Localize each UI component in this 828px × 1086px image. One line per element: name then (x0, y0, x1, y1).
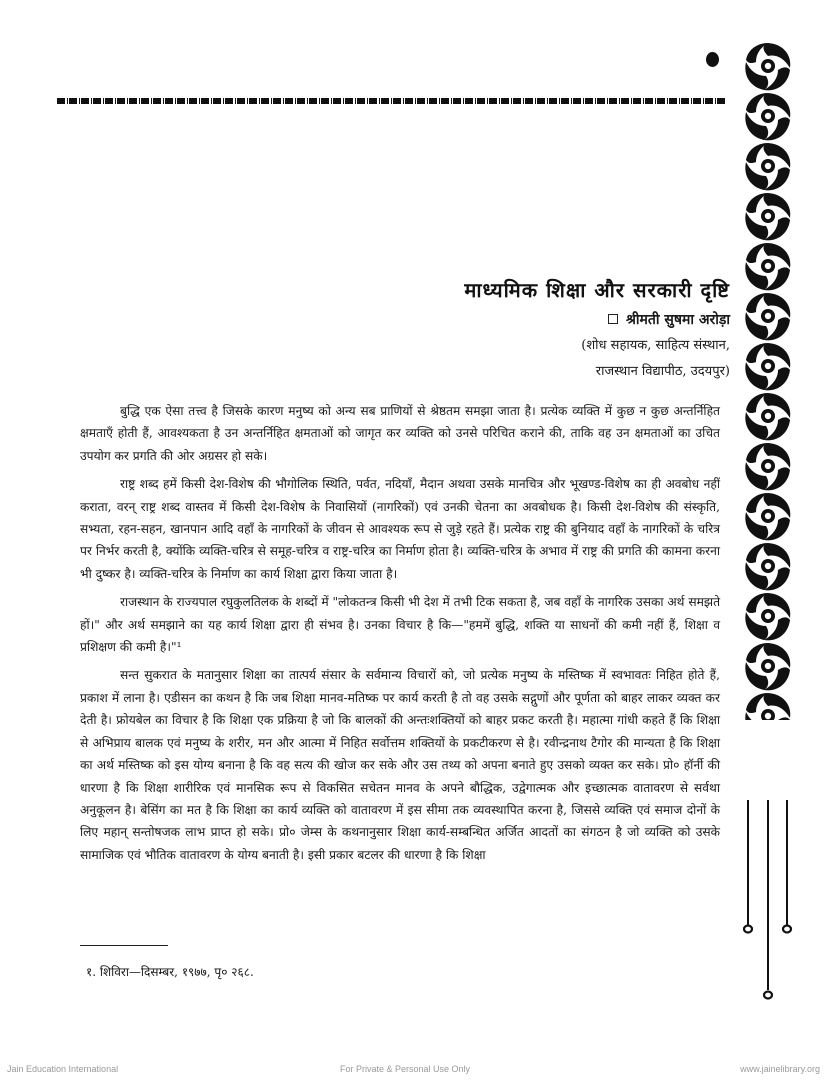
decorative-dot (706, 52, 719, 67)
decorative-border-ornament (738, 40, 798, 720)
footer-publisher: Jain Education International (7, 1064, 119, 1074)
footnote: १. शिविरा—दिसम्बर, १९७७, पृ० २६८. (86, 965, 254, 979)
author-line (330, 307, 730, 333)
author-affiliation-line-1: (शोध सहायक, साहित्य संस्थान, (581, 338, 730, 353)
article-title: माध्यमिक शिक्षा और सरकारी दृष्टि (464, 278, 730, 302)
paragraph: बुद्धि एक ऐसा तत्त्व है जिसके कारण मनुष्य को अन्य सब प्राणियों से श्रेष्ठतम समझा जाता है। प्रत्येक व्यक्ति में कुछ न कुछ अन्तर्निहित क्षमताएँ होती हैं, आवश्यकता है उन अन्तर्निहित क्षमताओं को जागृत कर व्यक्ति को उनसे परिचित कराने की, ताकि वह उन क्षमताओं का उचित उपयोग कर प्रगति की ओर अग्रसर हो सके। (80, 404, 720, 463)
page-footer (0, 1060, 828, 1080)
paragraph: राष्ट्र शब्द हमें किसी देश-विशेष की भौगोलिक स्थिति, पर्वत, नदियाँ, मैदान अथवा उसके मानचित्र और भूखण्ड-विशेष का ही अवबोध नहीं कराता, वरन् राष्ट्र शब्द वास्तव में किसी देश-विशेष के निवासियों (नागरिकों) एवं उनकी चेतना का अवबोधक है। किसी देश-विशेष की संस्कृति, सभ्यता, रहन-सहन, खानपान आदि वहाँ के नागरिकों के जीवन से आवश्यक रूप से जुड़े रहते हैं। प्रत्येक राष्ट्र की बुनियाद वहाँ के नागरिकों के चरित्र पर निर्भर करती है, क्योंकि व्यक्ति-चरित्र से समूह-चरित्र व राष्ट्र-चरित्र का निर्माण होता है। व्यक्ति-चरित्र के अभाव में राष्ट्र की प्रगति की कामना करना भी दुष्कर है। व्यक्ति-चरित्र के निर्माण का कार्य शिक्षा द्वारा किया जाता है। (80, 477, 720, 581)
article-header (330, 275, 730, 385)
article-body (80, 400, 720, 872)
footer-website-link[interactable]: www.jainelibrary.org (740, 1064, 820, 1074)
paragraph: सन्त सुकरात के मतानुसार शिक्षा का तात्पर्य संसार के सर्वमान्य विचारों को, जो प्रत्येक मनुष्य के मस्तिष्क में स्वभावतः निहित होते हैं, प्रकाश में लाना है। एडीसन का कथन है कि जब शिक्षा मानव-मतिष्क पर कार्य करती है तो वह उसके सद्गुणों और पूर्णता को बाहर लाकर व्यक्त कर देती है। फ्रोयबेल का विचार है कि शिक्षा एक प्रक्रिया है जो कि बालकों की अन्तःशक्तियों को बाहर प्रकट करती है। महात्मा गांधी कहते हैं कि शिक्षा से अभिप्राय बालक एवं मनुष्य के शरीर, मन और आत्मा में निहित सर्वोत्तम शक्तियों के प्रकटीकरण से है। रवीन्द्रनाथ टैगोर की मान्यता है कि शिक्षा का अर्थ मस्तिष्क को इस योग्य बनाना है कि वह सत्य की खोज कर सके और उस तथ्य को अपना बनाते हुए उसको व्यक्त कर सके। प्रो० हॉर्नी की धारणा है कि शिक्षा शारीरिक एवं मानसिक रूप से विकसित सचेतन मानव के अपने बौद्धिक, उद्वेगात्मक और इच्छात्मक वातावरण से सर्वथा अनुकूलन है। बेसिंग का मत है कि शिक्षा का कार्य व्यक्ति को वातावरण में इस सीमा तक व्यवस्थापित करना है, जिससे व्यक्ति एवं समाज दोनों के लिए महान् सन्तोषजक लाभ प्राप्त हो सके। प्रो० जेम्स के कथनानुसार शिक्षा कार्य-सम्बन्धित अर्जित आदतों का संगठन है जो व्यक्ति को उसके सामाजिक एवं भौतिक वातावरण के योग्य बनाती है। इसी प्रकार बटलर की धारणा है कि शिक्षा (80, 668, 720, 862)
paragraph: राजस्थान के राज्यपाल रघुकुलतिलक के शब्दों में "लोकतन्त्र किसी भी देश में तभी टिक सकता है, जब वहाँ के नागरिक उसका अर्थ समझते हों।" और अर्थ समझाने का यह कार्य शिक्षा द्वारा ही संभव है। उनका विचार है कि—"हममें बुद्धि, शक्ति या साधनों की कमी नहीं हैं, शिक्षा व प्रशिक्षण की कमी है।"¹ (80, 595, 721, 655)
decorative-pendant-stems (740, 800, 800, 1000)
decorative-dashed-rule (57, 98, 725, 104)
author-name: श्रीमती सुषमा अरोड़ा (626, 312, 730, 328)
footnote-divider (80, 945, 168, 946)
footer-usage-note: For Private & Personal Use Only (340, 1064, 471, 1074)
square-bullet-icon (608, 314, 618, 324)
author-affiliation-line-2: राजस्थान विद्यापीठ, उदयपुर) (595, 364, 730, 379)
